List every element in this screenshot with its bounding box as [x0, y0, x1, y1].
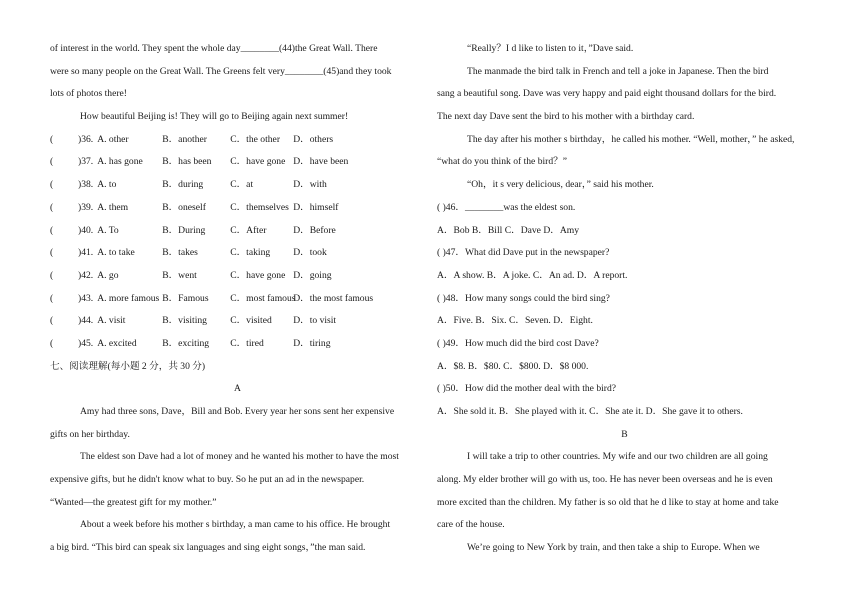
question-number: )36. — [78, 133, 94, 145]
answer-blank — [60, 310, 78, 333]
question-option: B．During — [162, 224, 206, 236]
passage-line: gifts on her birthday. — [50, 428, 130, 440]
question-option: B．exciting — [162, 337, 210, 349]
question-paren: ( — [50, 292, 54, 304]
question-option: D．to visit — [293, 315, 337, 327]
answer-blank — [60, 333, 78, 356]
question-row — [50, 265, 425, 288]
passage-line: of interest in the world. They spent the whole day________(44)the Great Wall. There — [50, 43, 378, 54]
passage-line: along. My elder brother will go with us, too. He has never been overseas and he is even — [437, 474, 773, 486]
question-option: B．went — [162, 269, 197, 281]
answer-blank — [60, 174, 78, 197]
passage-line: were so many people on the Great Wall. The Greens felt very________(45)and they took — [50, 65, 392, 77]
question-option: A. excited — [97, 337, 137, 349]
question-option: B．another — [162, 133, 207, 145]
question-options: A．Bob B．Bill C．Dave D．Amy — [437, 224, 580, 236]
cloze-question-list — [50, 129, 425, 356]
question-number: )40. — [78, 224, 94, 236]
passage-line: About a week before his mother s birthday, a man came to his office. He brought — [80, 519, 391, 531]
passage-line: I will take a trip to other countries. My wife and our two children are all going — [467, 451, 768, 463]
passage-line: How beautiful Beijing is! They will go to Beijing again next summer! — [80, 111, 349, 123]
passage-line: sang a beautiful song. Dave was very happy and paid eight thousand dollars for the bird. — [437, 88, 777, 100]
passage-b — [437, 446, 812, 559]
passage-line: lots of photos there! — [50, 88, 128, 100]
passage-line: “Oh，it s very delicious, dear，” said his mother. — [467, 179, 654, 191]
question-options: A．$8. B．$80. C．$800. D．$8 000. — [437, 360, 589, 372]
question-row — [50, 197, 425, 220]
passage-line: “what do you think of the bird？” — [437, 156, 568, 168]
question-paren: ( — [50, 133, 54, 145]
right-column — [437, 38, 812, 560]
question-option: C．have gone — [230, 156, 286, 168]
question-option: D．others — [293, 133, 334, 145]
question-row — [50, 220, 425, 243]
answer-blank — [60, 197, 78, 220]
answer-blank — [60, 129, 78, 152]
question-option: A. has gone — [97, 156, 143, 168]
answer-blank — [60, 220, 78, 243]
question-row — [50, 288, 425, 311]
question-paren: ( — [50, 269, 54, 281]
passage-a-continued — [437, 38, 812, 197]
question-row — [50, 310, 425, 333]
question-option: D．took — [293, 247, 327, 259]
question-option: D．going — [293, 269, 332, 281]
answer-blank — [60, 242, 78, 265]
question-option: D．Before — [293, 224, 336, 236]
question-option: C．tired — [230, 337, 264, 349]
question-row — [50, 129, 425, 152]
passage-line: “Really？I d like to listen to it，”Dave said. — [467, 43, 634, 54]
question-option: C．themselves — [230, 201, 289, 213]
passage-line: Amy had three sons, Dave，Bill and Bob. Every year her sons sent her expensive — [80, 406, 395, 417]
question-paren: ( — [50, 337, 54, 349]
question-option: C．visited — [230, 315, 272, 327]
question-row — [50, 174, 425, 197]
answer-blank — [60, 151, 78, 174]
question-number: )38. — [78, 179, 94, 191]
question-row — [50, 242, 425, 265]
question-option: D．himself — [293, 201, 339, 213]
question-option: A. them — [97, 201, 129, 213]
question-option: A. visit — [97, 315, 126, 327]
question-number: )44. — [78, 315, 94, 327]
passage-line: “Wanted—the greatest gift for my mother.” — [50, 496, 217, 508]
question-row — [50, 151, 425, 174]
question-option: A. to take — [97, 247, 135, 259]
question-paren: ( — [50, 224, 54, 236]
question-options: A．Five. B．Six. C．Seven. D．Eight. — [437, 315, 593, 327]
passage-line: The next day Dave sent the bird to his mother with a birthday card. — [437, 111, 695, 123]
question-paren: ( — [50, 201, 54, 213]
question-number: )42. — [78, 269, 94, 281]
question-number: )45. — [78, 337, 94, 349]
question-option: A. go — [97, 269, 119, 281]
question-paren: ( — [50, 247, 54, 259]
question-option: C．After — [230, 224, 267, 236]
question-option: D．tiring — [293, 337, 331, 349]
question-stem: ( )50．How did the mother deal with the bird? — [437, 383, 617, 395]
passage-line: care of the house. — [437, 519, 505, 531]
answer-blank — [60, 265, 78, 288]
question-option: C．at — [230, 179, 254, 191]
passage-line: We’re going to New York by train, and then take a ship to Europe. When we — [467, 542, 760, 554]
question-row — [50, 333, 425, 356]
question-number: )39. — [78, 201, 94, 213]
question-option: B．Famous — [162, 292, 209, 304]
passage-line: The eldest son Dave had a lot of money and he wanted his mother to have the most — [80, 451, 399, 463]
question-number: )37. — [78, 156, 94, 168]
question-number: )41. — [78, 247, 94, 259]
question-option: C．taking — [230, 247, 271, 259]
passage-a-label: A — [234, 383, 241, 395]
left-column — [50, 38, 425, 560]
question-option: A. to — [97, 179, 117, 191]
passage-a — [50, 401, 425, 560]
question-paren: ( — [50, 156, 54, 168]
question-option: C．the other — [230, 133, 281, 145]
passage-line: The manmade the bird talk in French and tell a joke in Japanese. Then the bird — [467, 65, 769, 77]
question-stem: ( )48．How many songs could the bird sing? — [437, 292, 610, 304]
question-stem: ( )46．________was the eldest son. — [437, 201, 576, 213]
question-stem: ( )49．How much did the bird cost Dave? — [437, 337, 599, 349]
question-option: A. To — [97, 224, 119, 236]
question-options: A．She sold it. B．She played with it. C．She ate it. D．She gave it to others. — [437, 406, 743, 417]
question-options: A．A show. B．A joke. C．An ad. D．A report. — [437, 269, 628, 281]
passage-line: The day after his mother s birthday，he called his mother. “Well, mother，” he asked, — [467, 133, 795, 145]
question-number: )43. — [78, 292, 94, 304]
passage-line: expensive gifts, but he didn't know what to buy. So he put an ad in the newspaper. — [50, 474, 365, 486]
question-paren: ( — [50, 315, 54, 327]
question-option: B．has been — [162, 156, 212, 168]
question-option: C．have gone — [230, 269, 286, 281]
answer-blank — [60, 288, 78, 311]
passage-line: a big bird. “This bird can speak six languages and sing eight songs，”the man said. — [50, 542, 366, 554]
reading-question-list — [437, 197, 812, 424]
section-title: 七、阅读理解(每小题 2 分，共 30 分) — [50, 360, 206, 372]
question-option: C．most famous — [230, 292, 296, 304]
question-option: D．have been — [293, 156, 349, 168]
question-option: B．visiting — [162, 315, 207, 327]
question-option: D．the most famous — [293, 292, 374, 304]
passage-line: more excited than the children. My father is so old that he d like to stay at home and take — [437, 496, 779, 508]
question-option: D．with — [293, 179, 327, 191]
passage-b-label: B — [621, 428, 628, 440]
question-option: B．during — [162, 179, 204, 191]
question-option: B．takes — [162, 247, 198, 259]
question-paren: ( — [50, 179, 54, 191]
question-option: A. other — [97, 133, 129, 145]
question-option: B．oneself — [162, 201, 206, 213]
question-option: A. more famous — [97, 292, 160, 304]
question-stem: ( )47．What did Dave put in the newspaper? — [437, 247, 610, 259]
